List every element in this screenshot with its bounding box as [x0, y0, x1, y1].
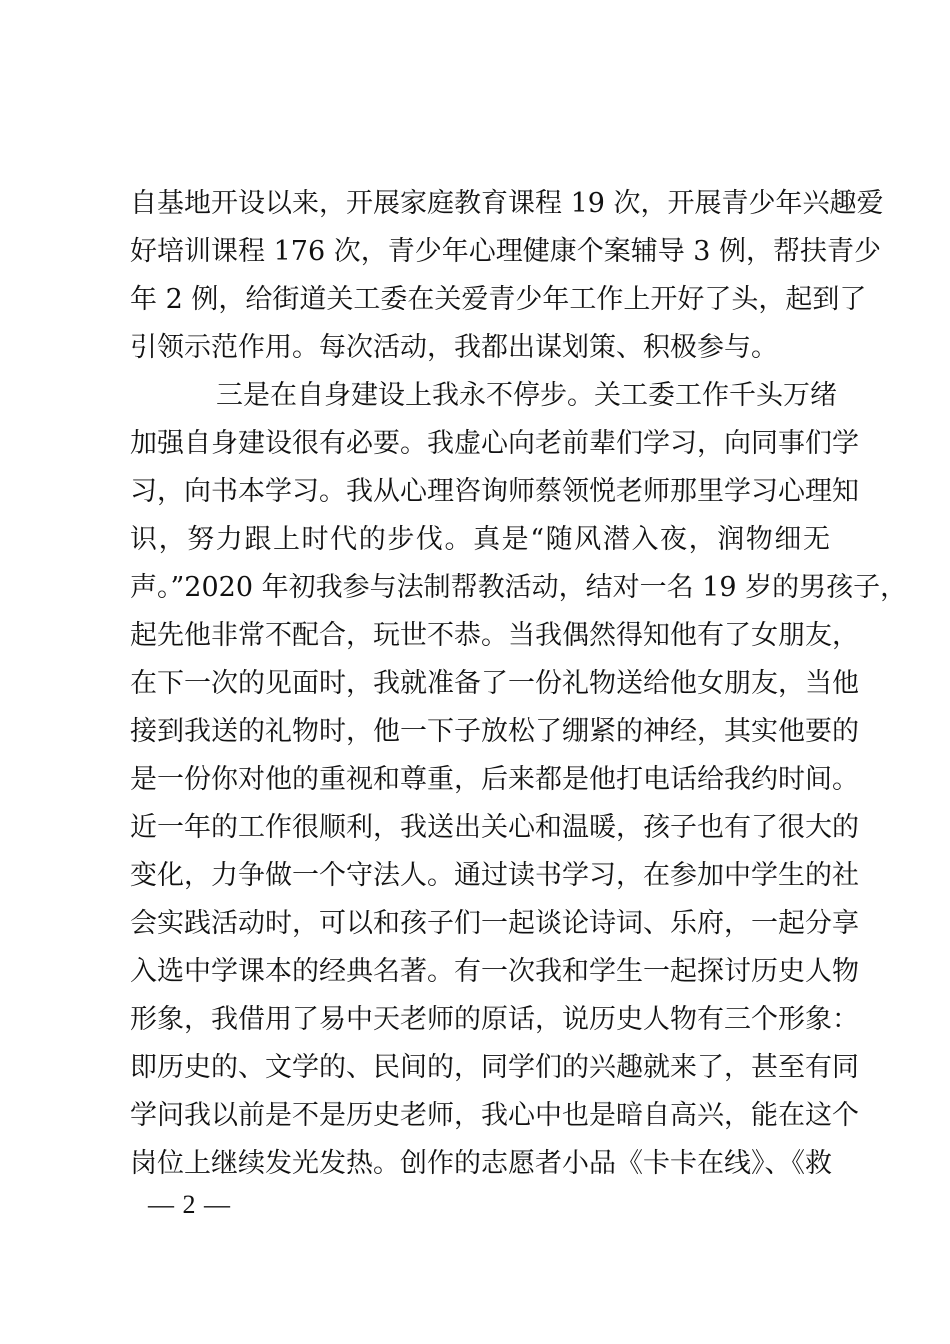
text-line: 学问我以前是不是历史老师，我心中也是暗自高兴，能在这个	[130, 1100, 859, 1131]
text-line: 会实践活动时，可以和孩子们一起谈论诗词、乐府，一起分享	[130, 908, 859, 939]
text-line: 形象，我借用了易中天老师的原话，说历史人物有三个形象：	[130, 1004, 859, 1035]
text-line: 加强自身建设很有必要。我虚心向老前辈们学习，向同事们学	[130, 428, 859, 459]
text-line: 即历史的、文学的、民间的，同学们的兴趣就来了，甚至有同	[130, 1052, 859, 1083]
text-line: 好培训课程 176 次，青少年心理健康个案辅导 3 例，帮扶青少	[130, 236, 882, 267]
page-number: — 2 —	[148, 1190, 231, 1219]
text-line: 岗位上继续发光发热。创作的志愿者小品《卡卡在线》、《救	[130, 1148, 832, 1179]
text-line: 年 2 例，给街道关工委在关爱青少年工作上开好了头，起到了	[130, 284, 867, 315]
text-line: 识，努力跟上时代的步伐。真是“随风潜入夜，润物细无	[130, 524, 830, 555]
text-line: 近一年的工作很顺利，我送出关心和温暖，孩子也有了很大的	[130, 812, 859, 843]
text-line: 引领示范作用。每次活动，我都出谋划策、积极参与。	[130, 332, 778, 363]
text-line: 自基地开设以来，开展家庭教育课程 19 次，开展青少年兴趣爱	[130, 188, 884, 219]
text-line: 三是在自身建设上我永不停步。关工委工作千头万绪	[216, 380, 837, 411]
text-line: 入选中学课本的经典名著。有一次我和学生一起探讨历史人物	[130, 956, 859, 987]
text-line: 接到我送的礼物时，他一下子放松了绷紧的神经，其实他要的	[130, 716, 859, 747]
text-line: 声。”2020 年初我参与法制帮教活动，结对一名 19 岁的男孩子，	[130, 572, 908, 603]
body-text	[130, 180, 908, 1188]
text-line: 是一份你对他的重视和尊重，后来都是他打电话给我约时间。	[130, 764, 859, 795]
text-line: 习，向书本学习。我从心理咨询师蔡领悦老师那里学习心理知	[130, 476, 859, 507]
paragraph-2	[130, 372, 908, 1188]
text-line: 起先他非常不配合，玩世不恭。当我偶然得知他有了女朋友，	[130, 620, 859, 651]
text-line: 变化，力争做一个守法人。通过读书学习，在参加中学生的社	[130, 860, 859, 891]
paragraph-1	[130, 180, 884, 372]
text-line: 在下一次的见面时，我就准备了一份礼物送给他女朋友，当他	[130, 668, 859, 699]
